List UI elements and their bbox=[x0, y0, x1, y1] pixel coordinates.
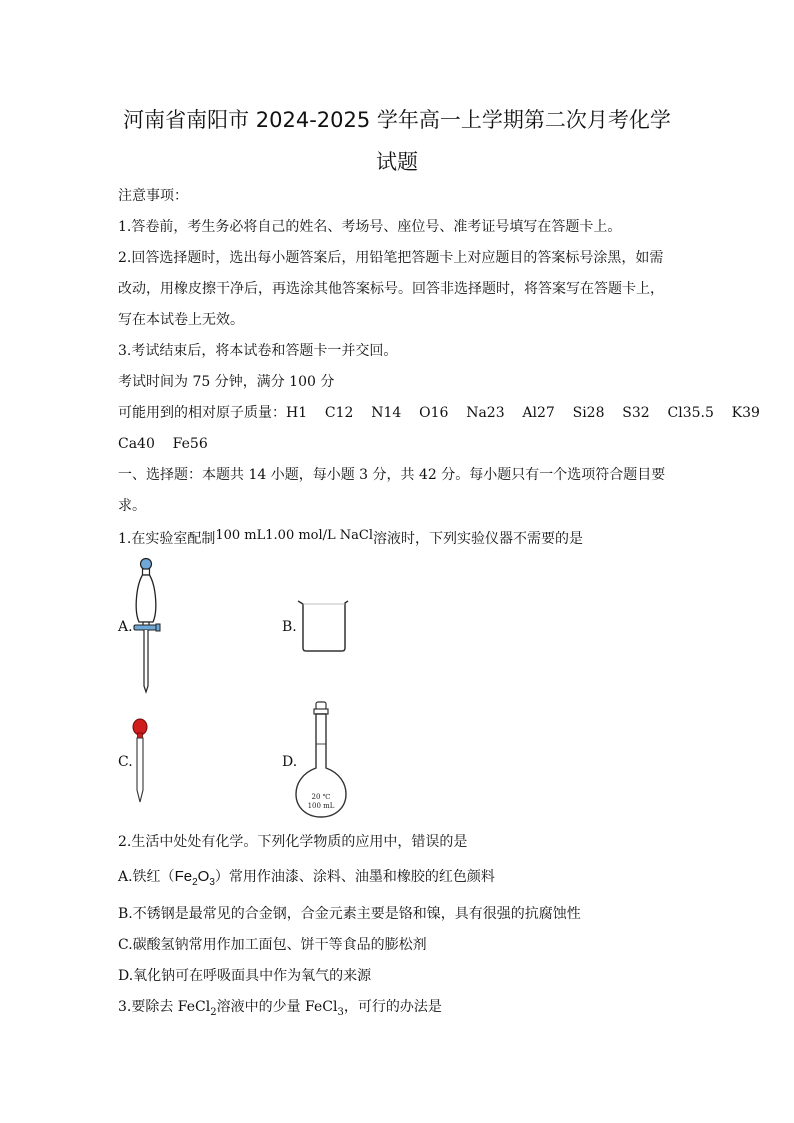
q2-a-formula-sub2: 3 bbox=[209, 876, 215, 888]
section1-heading: 一、选择题：本题共 14 小题，每小题 3 分，共 42 分。每小题只有一个选项符合题目要 bbox=[118, 467, 666, 483]
q2-option-d[interactable]: D.氧化钠可在呼吸面具中作为氧气的来源 bbox=[118, 968, 372, 984]
q2-a-formula-o: O bbox=[197, 868, 210, 885]
volumetric-flask-icon bbox=[294, 700, 348, 820]
q2-option-a[interactable] bbox=[118, 868, 495, 892]
note-1: 1.答卷前，考生务必将自己的姓名、考场号、座位号、准考证号填写在答题卡上。 bbox=[118, 219, 622, 235]
beaker-icon bbox=[296, 598, 352, 654]
note-2-end: 写在本试卷上无效。 bbox=[118, 312, 244, 328]
separatory-funnel-icon bbox=[130, 556, 170, 696]
dropper-icon bbox=[130, 718, 150, 808]
question-3-stem bbox=[118, 998, 442, 1022]
q1-option-b-label[interactable]: B. bbox=[282, 619, 297, 635]
exam-time: 考试时间为 75 分钟，满分 100 分 bbox=[118, 374, 335, 390]
q3-mid: 溶液中的少量 FeCl bbox=[216, 999, 338, 1015]
q1-prefix: 1.在实验室配制 bbox=[118, 531, 216, 547]
flask-temp-label: 20 ℃ bbox=[311, 793, 331, 801]
note-2: 2.回答选择题时，选出每小题答案后，用铅笔把答题卡上对应题目的答案标号涂黑，如需 bbox=[118, 250, 664, 266]
q3-prefix: 3.要除去 FeCl bbox=[118, 999, 211, 1015]
q2-a-prefix: A.铁红（ bbox=[118, 869, 175, 885]
q1-option-c-label[interactable]: C. bbox=[118, 754, 133, 770]
q3-sub2: 3 bbox=[337, 1006, 344, 1018]
q2-a-formula-sub1: 2 bbox=[192, 876, 198, 888]
question-1-stem bbox=[118, 530, 583, 549]
notes-header: 注意事项： bbox=[118, 188, 188, 204]
exam-title-line2: 试题 bbox=[376, 150, 418, 174]
q2-a-formula-fe: Fe bbox=[174, 868, 193, 885]
q2-option-c[interactable]: C.碳酸氢钠常用作加工面包、饼干等食品的膨松剂 bbox=[118, 937, 427, 953]
q1-option-d-label[interactable]: D. bbox=[282, 754, 298, 770]
atomic-masses-line2: Ca40 Fe56 bbox=[118, 436, 208, 452]
q2-a-suffix: ）常用作油漆、涂料、油墨和橡胶的红色颜料 bbox=[214, 869, 495, 885]
note-3: 3.考试结束后，将本试卷和答题卡一并交回。 bbox=[118, 343, 398, 359]
q1-suffix: 溶液时，下列实验仪器不需要的是 bbox=[373, 531, 584, 547]
q1-formula: 100 mL1.00 mol/L NaCl bbox=[215, 528, 374, 543]
q3-sub1: 2 bbox=[210, 1006, 217, 1018]
flask-volume-label: 100 mL bbox=[307, 802, 335, 810]
exam-title-line1: 河南省南阳市 2024-2025 学年高一上学期第二次月考化学 bbox=[123, 108, 671, 132]
q1-option-a-label[interactable]: A. bbox=[118, 619, 133, 635]
question-2-stem: 2.生活中处处有化学。下列化学物质的应用中，错误的是 bbox=[118, 834, 468, 850]
section1-heading-cont: 求。 bbox=[118, 498, 146, 514]
q3-suffix: ，可行的办法是 bbox=[343, 999, 442, 1015]
atomic-masses-line1: 可能用到的相对原子质量：H1 C12 N14 O16 Na23 Al27 Si28 S32 Cl35.5 K39 bbox=[118, 405, 760, 421]
q2-option-b[interactable]: B.不锈钢是最常见的合金钢，合金元素主要是铬和镍，具有很强的抗腐蚀性 bbox=[118, 906, 581, 922]
note-2-cont: 改动，用橡皮擦干净后，再选涂其他答案标号。回答非选择题时，将答案写在答题卡上， bbox=[118, 281, 664, 297]
